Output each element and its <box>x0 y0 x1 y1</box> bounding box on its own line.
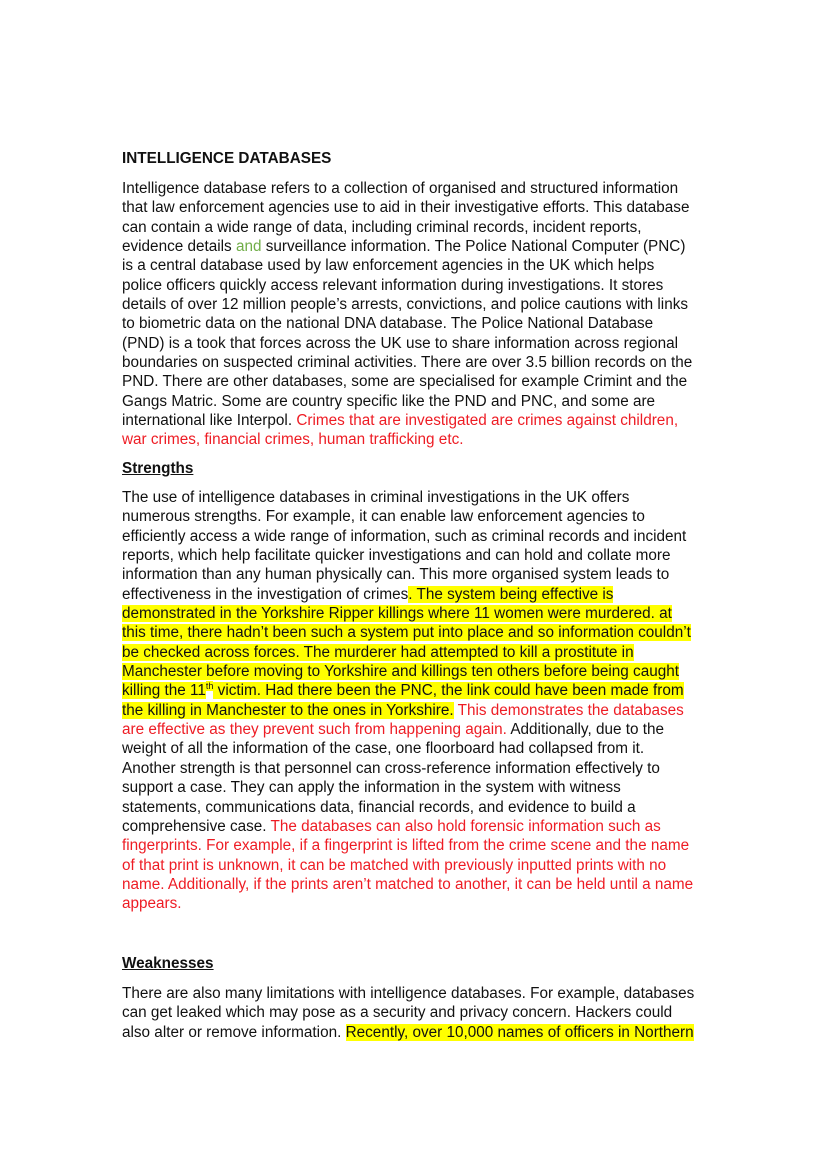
red-text: fingerprints. For example, if a fingerprint is lifted from the crime scene and the name <box>122 837 690 855</box>
text-line <box>122 198 722 217</box>
red-text: are effective as they prevent such from happening again. <box>122 721 507 739</box>
text-line <box>122 836 722 855</box>
red-text: of that print is unknown, it can be matched with previously inputted prints with no <box>122 856 667 874</box>
text-line <box>122 817 722 836</box>
text-line <box>122 585 722 604</box>
strengths-heading: Strengths <box>122 460 194 477</box>
green-text: and <box>235 238 262 256</box>
text-span: details of over 12 million people’s arrests, convictions, and police cautions with links <box>122 296 688 314</box>
text-line <box>122 759 722 778</box>
text-line <box>122 1003 722 1022</box>
text-line <box>122 430 722 449</box>
text-line <box>122 314 722 333</box>
text-line <box>122 256 722 275</box>
red-text: The databases can also hold forensic information such as <box>270 817 661 835</box>
text-line <box>122 643 722 662</box>
text-line <box>122 237 722 256</box>
text-span: PND. There are other databases, some are specialised for example Crimint and the <box>122 373 688 391</box>
text-line <box>122 894 722 913</box>
text-span: support a case. They can apply the information in the system with witness <box>122 779 621 797</box>
intro-paragraph <box>122 179 722 450</box>
document-title: INTELLIGENCE DATABASES <box>122 150 332 167</box>
highlighted-text: be checked across forces. The murderer had attempted to kill a prostitute in <box>122 643 634 661</box>
text-span: reports, which help facilitate quicker investigations and can hold and collate more <box>122 547 671 565</box>
text-span: efficiently access a wide range of information, such as criminal records and incident <box>122 527 687 545</box>
red-text: name. Additionally, if the prints aren’t matched to another, it can be held until a name <box>122 875 694 893</box>
text-line <box>122 372 722 391</box>
red-text: This demonstrates the databases <box>453 701 684 719</box>
text-span: weight of all the information of the case, one floorboard had collapsed from it. <box>122 740 645 758</box>
text-line <box>122 546 722 565</box>
weaknesses-heading: Weaknesses <box>122 955 214 972</box>
text-line <box>122 739 722 758</box>
text-span: to biometric data on the national DNA database. The Police National Database <box>122 315 654 333</box>
highlighted-text: killing the 11 <box>122 682 206 700</box>
text-span: also alter or remove information. <box>122 1023 346 1041</box>
text-line <box>122 411 722 430</box>
text-line <box>122 295 722 314</box>
text-span: Another strength is that personnel can cross-reference information effectively to <box>122 759 660 777</box>
highlighted-text: . The system being effective is <box>408 585 614 603</box>
text-line <box>122 1023 722 1042</box>
text-line <box>122 179 722 198</box>
text-span: Intelligence database refers to a collection of organised and structured information <box>122 180 679 197</box>
highlighted-text: Manchester before moving to Yorkshire and killings ten others before being caught <box>122 663 679 681</box>
highlighted-text: this time, there hadn’t been such a system put into place and so information couldn’t <box>122 624 691 642</box>
text-span: is a central database used by law enforcement agencies in the UK which helps <box>122 257 655 275</box>
text-line <box>122 875 722 894</box>
highlighted-text: Recently, over 10,000 names of officers in Northern <box>345 1023 694 1041</box>
strengths-paragraph <box>122 488 722 914</box>
text-span: numerous strengths. For example, it can enable law enforcement agencies to <box>122 508 645 526</box>
text-line <box>122 720 722 739</box>
text-line <box>122 527 722 546</box>
text-line <box>122 856 722 875</box>
highlighted-text: victim. Had there been the PNC, the link could have been made from <box>213 682 684 700</box>
text-line <box>122 798 722 817</box>
text-span: The use of intelligence databases in criminal investigations in the UK offers <box>122 489 630 506</box>
text-span: surveillance information. The Police National Computer (PNC) <box>261 238 686 256</box>
text-line <box>122 334 722 353</box>
text-line <box>122 681 722 700</box>
text-line <box>122 507 722 526</box>
weaknesses-paragraph <box>122 984 722 1042</box>
text-span: can contain a wide range of data, including criminal records, incident reports, <box>122 218 642 236</box>
text-line <box>122 701 722 720</box>
text-line <box>122 778 722 797</box>
text-span: comprehensive case. <box>122 817 271 835</box>
text-span: information than any human physically can. This more organised system leads to <box>122 566 670 584</box>
text-line <box>122 662 722 681</box>
text-span: international like Interpol. <box>122 412 297 430</box>
text-span: evidence details <box>122 238 236 256</box>
red-text: war crimes, financial crimes, human trafficking etc. <box>122 431 464 449</box>
text-span: Additionally, due to the <box>506 721 664 739</box>
text-line <box>122 623 722 642</box>
text-span: boundaries on suspected criminal activities. There are over 3.5 billion records on the <box>122 354 693 372</box>
text-line <box>122 984 722 1003</box>
text-span: Gangs Matric. Some are country specific like the PND and PNC, and some are <box>122 392 656 410</box>
highlighted-text: th <box>205 681 214 692</box>
text-line <box>122 604 722 623</box>
text-span: statements, communications data, financial records, and evidence to build a <box>122 798 636 816</box>
text-line <box>122 276 722 295</box>
text-span: police officers quickly access relevant information during investigations. It stores <box>122 276 664 294</box>
highlighted-text: demonstrated in the Yorkshire Ripper killings where 11 women were murdered. at <box>122 605 672 623</box>
text-span: There are also many limitations with intelligence databases. For example, databases <box>122 985 695 1002</box>
text-span: can get leaked which may pose as a security and privacy concern. Hackers could <box>122 1004 673 1022</box>
text-line <box>122 488 722 507</box>
text-line <box>122 218 722 237</box>
text-span: that law enforcement agencies use to aid in their investigative efforts. This database <box>122 199 690 217</box>
text-span: effectiveness in the investigation of crimes <box>122 585 409 603</box>
red-text: appears. <box>122 895 182 913</box>
red-text: Crimes that are investigated are crimes against children, <box>296 412 679 430</box>
text-line <box>122 392 722 411</box>
text-line <box>122 353 722 372</box>
text-line <box>122 565 722 584</box>
highlighted-text: the killing in Manchester to the ones in Yorkshire. <box>122 701 454 719</box>
text-span: (PND) is a took that forces across the UK use to share information across regional <box>122 334 679 352</box>
